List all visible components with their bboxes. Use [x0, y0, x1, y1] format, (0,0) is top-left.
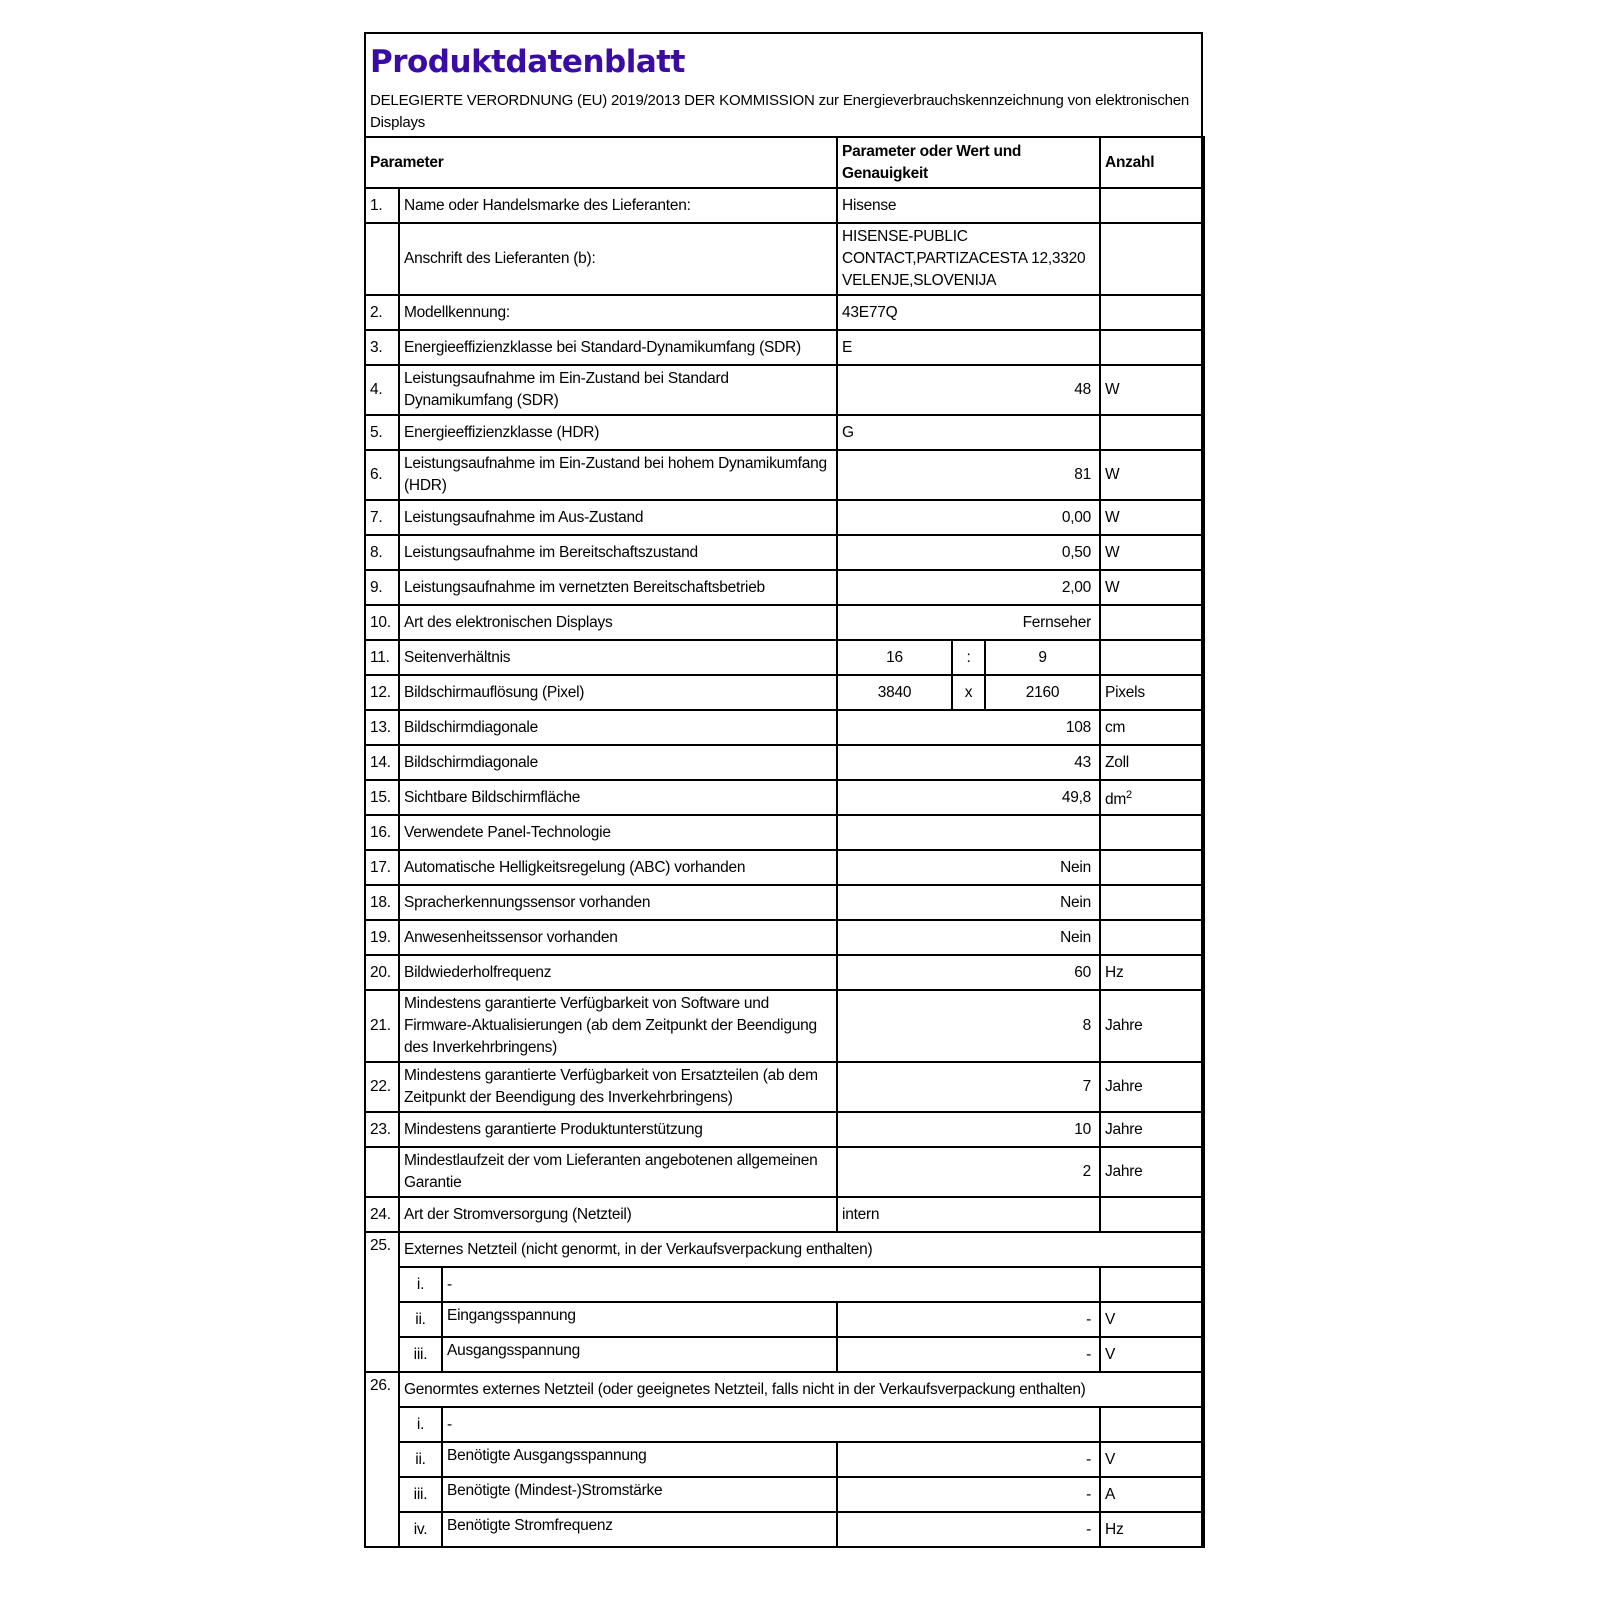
row-number: 23.: [365, 1112, 399, 1147]
parameter-label: Leistungsaufnahme im Bereitschaftszustand: [399, 535, 837, 570]
row-number: 8.: [365, 535, 399, 570]
row-number: 7.: [365, 500, 399, 535]
unit-label: V: [1100, 1442, 1204, 1477]
parameter-value: 0,00: [837, 500, 1100, 535]
sub-value: -: [837, 1512, 1100, 1547]
row-number: 21.: [365, 990, 399, 1062]
parameter-value: Fernseher: [837, 605, 1100, 640]
unit-label: [1100, 188, 1204, 223]
parameter-value: 7: [837, 1062, 1100, 1112]
sub-value: -: [837, 1302, 1100, 1337]
sub-row: [365, 1477, 1204, 1512]
value-separator: x: [952, 675, 985, 710]
sub-parameter-label: Ausgangsspannung: [442, 1337, 837, 1372]
parameter-label: Name oder Handelsmarke des Lieferanten:: [399, 188, 837, 223]
parameter-label: Leistungsaufnahme im Aus-Zustand: [399, 500, 837, 535]
unit-label: W: [1100, 365, 1204, 415]
row-number: 22.: [365, 1062, 399, 1112]
unit-label: cm: [1100, 710, 1204, 745]
parameter-label: Energieeffizienzklasse (HDR): [399, 415, 837, 450]
parameter-label: Bildschirmauflösung (Pixel): [399, 675, 837, 710]
unit-label: Zoll: [1100, 745, 1204, 780]
parameter-value: HISENSE-PUBLIC CONTACT,PARTIZACESTA 12,3320 VELENJE,SLOVENIJA: [837, 223, 1100, 295]
sub-row: [365, 1302, 1204, 1337]
sub-number: i.: [399, 1267, 442, 1302]
table-row: [365, 1062, 1204, 1112]
unit-label: [1100, 223, 1204, 295]
parameter-value: Nein: [837, 920, 1100, 955]
product-data-sheet: [364, 32, 1203, 1548]
row-number: 9.: [365, 570, 399, 605]
parameter-label: Leistungsaufnahme im Ein-Zustand bei hohem Dynamikumfang (HDR): [399, 450, 837, 500]
table-row: [365, 500, 1204, 535]
sub-parameter-label: Eingangsspannung: [442, 1302, 837, 1337]
row-number: 17.: [365, 850, 399, 885]
parameter-value: E: [837, 330, 1100, 365]
parameter-value: 43E77Q: [837, 295, 1100, 330]
row-number: 3.: [365, 330, 399, 365]
parameter-label: Leistungsaufnahme im Ein-Zustand bei Standard Dynamikumfang (SDR): [399, 365, 837, 415]
unit-text: dm: [1105, 791, 1127, 809]
parameter-label: Mindestens garantierte Verfügbarkeit von Ersatzteilen (ab dem Zeitpunkt der Beendigung des Inverkehrbringens): [399, 1062, 837, 1112]
unit-label: [1100, 920, 1204, 955]
table-row: [365, 850, 1204, 885]
table-row: [365, 188, 1204, 223]
parameter-label: Modellkennung:: [399, 295, 837, 330]
unit-label: [1100, 330, 1204, 365]
sub-value: -: [837, 1477, 1100, 1512]
unit-label: W: [1100, 535, 1204, 570]
parameter-label: Art des elektronischen Displays: [399, 605, 837, 640]
unit-label: [1100, 885, 1204, 920]
parameter-value: 60: [837, 955, 1100, 990]
parameter-label: Anwesenheitssensor vorhanden: [399, 920, 837, 955]
row-number: 26.: [365, 1372, 399, 1547]
unit-label: Jahre: [1100, 1147, 1204, 1197]
parameter-value: 8: [837, 990, 1100, 1062]
value-second: 2160: [985, 675, 1100, 710]
parameter-label: Spracherkennungssensor vorhanden: [399, 885, 837, 920]
table-row: [365, 885, 1204, 920]
table-row: [365, 815, 1204, 850]
table-row: [365, 415, 1204, 450]
unit-label: [1100, 295, 1204, 330]
row-number: 15.: [365, 780, 399, 815]
table-row: [365, 365, 1204, 415]
unit-label: Jahre: [1100, 990, 1204, 1062]
row-number: [365, 1147, 399, 1197]
section-label: Externes Netzteil (nicht genormt, in der Verkaufsverpackung enthalten): [399, 1232, 1204, 1267]
parameter-label: Energieeffizienzklasse bei Standard-Dynamikumfang (SDR): [399, 330, 837, 365]
parameter-label: Mindestlaufzeit der vom Lieferanten angebotenen allgemeinen Garantie: [399, 1147, 837, 1197]
table-row: [365, 570, 1204, 605]
table-row: [365, 1147, 1204, 1197]
unit-label: Pixels: [1100, 675, 1204, 710]
section-label: Genormtes externes Netzteil (oder geeignetes Netzteil, falls nicht in der Verkaufsverpackung enthalten): [399, 1372, 1204, 1407]
row-number: [365, 223, 399, 295]
row-number: 1.: [365, 188, 399, 223]
parameter-value: 49,8: [837, 780, 1100, 815]
unit-label: [1100, 640, 1204, 675]
unit-label: W: [1100, 570, 1204, 605]
table-row: [365, 710, 1204, 745]
row-number: 13.: [365, 710, 399, 745]
parameter-table: [364, 136, 1205, 1548]
unit-label: Jahre: [1100, 1062, 1204, 1112]
parameter-label: Verwendete Panel-Technologie: [399, 815, 837, 850]
sub-value: -: [837, 1337, 1100, 1372]
table-row: [365, 330, 1204, 365]
unit-label: Jahre: [1100, 1112, 1204, 1147]
sub-value: -: [442, 1407, 1100, 1442]
table-row: [365, 955, 1204, 990]
unit-label: Hz: [1100, 955, 1204, 990]
section-row: [365, 1372, 1204, 1407]
sub-number: ii.: [399, 1442, 442, 1477]
table-row: [365, 780, 1204, 815]
sub-parameter-label: Benötigte Stromfrequenz: [442, 1512, 837, 1547]
sub-number: i.: [399, 1407, 442, 1442]
parameter-value: 81: [837, 450, 1100, 500]
parameter-label: Automatische Helligkeitsregelung (ABC) vorhanden: [399, 850, 837, 885]
unit-label: Hz: [1100, 1512, 1204, 1547]
sub-value: -: [837, 1442, 1100, 1477]
value-second: 9: [985, 640, 1100, 675]
parameter-value: intern: [837, 1197, 1100, 1232]
row-number: 20.: [365, 955, 399, 990]
row-number: 10.: [365, 605, 399, 640]
sub-parameter-label: Benötigte Ausgangsspannung: [442, 1442, 837, 1477]
unit-label: V: [1100, 1337, 1204, 1372]
parameter-label: Anschrift des Lieferanten (b):: [399, 223, 837, 295]
sub-number: iii.: [399, 1477, 442, 1512]
parameter-label: Art der Stromversorgung (Netzteil): [399, 1197, 837, 1232]
sub-row: [365, 1512, 1204, 1547]
header-value: Parameter oder Wert und Genauigkeit: [837, 137, 1100, 188]
parameter-value: 10: [837, 1112, 1100, 1147]
parameter-value: 2,00: [837, 570, 1100, 605]
unit-label: [1100, 815, 1204, 850]
row-number: 18.: [365, 885, 399, 920]
row-number: 24.: [365, 1197, 399, 1232]
parameter-value: Nein: [837, 885, 1100, 920]
parameter-value: 108: [837, 710, 1100, 745]
value-first: 16: [837, 640, 952, 675]
row-number: 11.: [365, 640, 399, 675]
row-number: 2.: [365, 295, 399, 330]
row-number: 25.: [365, 1232, 399, 1372]
parameter-label: Leistungsaufnahme im vernetzten Bereitschaftsbetrieb: [399, 570, 837, 605]
sub-number: iv.: [399, 1512, 442, 1547]
table-row: [365, 605, 1204, 640]
parameter-value: 43: [837, 745, 1100, 780]
table-row: [365, 295, 1204, 330]
parameter-value: G: [837, 415, 1100, 450]
sub-row: [365, 1337, 1204, 1372]
sub-row: [365, 1407, 1204, 1442]
sub-value: -: [442, 1267, 1100, 1302]
row-number: 16.: [365, 815, 399, 850]
row-number: 19.: [365, 920, 399, 955]
value-separator: :: [952, 640, 985, 675]
unit-superscript: 2: [1126, 788, 1132, 801]
row-number: 12.: [365, 675, 399, 710]
table-row: [365, 745, 1204, 780]
header-parameter: Parameter: [365, 137, 837, 188]
table-row: [365, 640, 1204, 675]
unit-label: W: [1100, 500, 1204, 535]
sub-number: ii.: [399, 1302, 442, 1337]
parameter-value: [837, 815, 1100, 850]
table-header-row: [365, 137, 1204, 188]
unit-label: [1100, 605, 1204, 640]
unit-label: [1100, 850, 1204, 885]
parameter-label: Seitenverhältnis: [399, 640, 837, 675]
table-row: [365, 1112, 1204, 1147]
table-row: [365, 535, 1204, 570]
row-number: 5.: [365, 415, 399, 450]
parameter-value: Hisense: [837, 188, 1100, 223]
table-row: [365, 675, 1204, 710]
regulation-subtitle: DELEGIERTE VERORDNUNG (EU) 2019/2013 DER KOMMISSION zur Energieverbrauchskennzeichnung von elektronischen Displays: [370, 92, 1190, 131]
table-row: [365, 450, 1204, 500]
parameter-value: 0,50: [837, 535, 1100, 570]
parameter-label: Mindestens garantierte Produktunterstützung: [399, 1112, 837, 1147]
unit-label: V: [1100, 1302, 1204, 1337]
parameter-label: Mindestens garantierte Verfügbarkeit von Software und Firmware-Aktualisierungen (ab dem Zeitpunkt der Beendigung des Inverkehrbringens): [399, 990, 837, 1062]
parameter-label: Bildwiederholfrequenz: [399, 955, 837, 990]
value-first: 3840: [837, 675, 952, 710]
section-row: [365, 1232, 1204, 1267]
parameter-label: Sichtbare Bildschirmfläche: [399, 780, 837, 815]
unit-label: [1100, 415, 1204, 450]
table-row: [365, 990, 1204, 1062]
unit-label: [1100, 1267, 1204, 1302]
row-number: 14.: [365, 745, 399, 780]
unit-label: W: [1100, 450, 1204, 500]
sub-number: iii.: [399, 1337, 442, 1372]
table-row: [365, 223, 1204, 295]
unit-label: [1100, 1197, 1204, 1232]
parameter-value: 48: [837, 365, 1100, 415]
header-unit: Anzahl: [1100, 137, 1204, 188]
unit-label: [1100, 1407, 1204, 1442]
parameter-value: Nein: [837, 850, 1100, 885]
row-number: 4.: [365, 365, 399, 415]
parameter-label: Bildschirmdiagonale: [399, 710, 837, 745]
unit-label: A: [1100, 1477, 1204, 1512]
sub-row: [365, 1442, 1204, 1477]
parameter-label: Bildschirmdiagonale: [399, 745, 837, 780]
table-row: [365, 920, 1204, 955]
parameter-value: 2: [837, 1147, 1100, 1197]
sub-parameter-label: Benötigte (Mindest-)Stromstärke: [442, 1477, 837, 1512]
table-row: [365, 1197, 1204, 1232]
page-title: Produktdatenblatt: [370, 44, 685, 80]
sub-row: [365, 1267, 1204, 1302]
row-number: 6.: [365, 450, 399, 500]
unit-label: [1100, 780, 1204, 815]
